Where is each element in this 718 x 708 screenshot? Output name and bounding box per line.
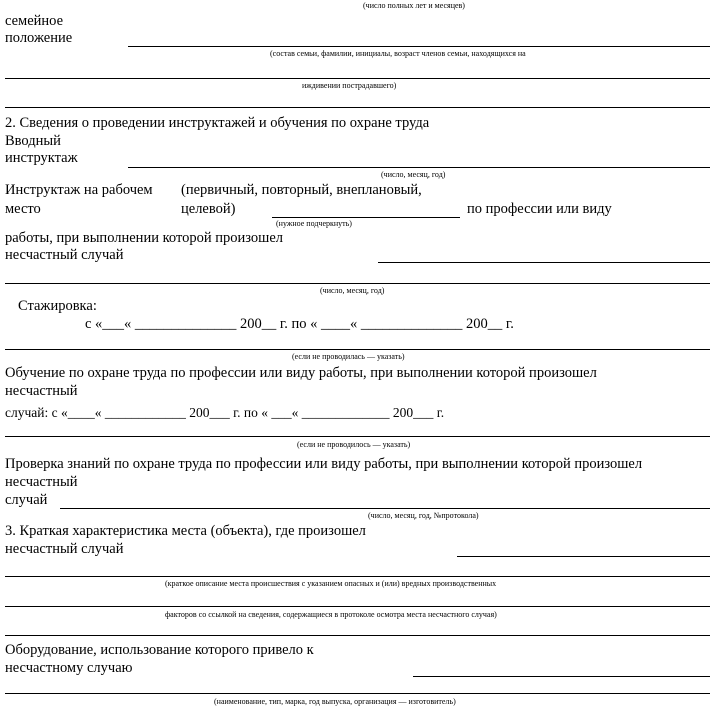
caption-family: (состав семьи, фамилии, инициалы, возраст членов семьи, находящихся на: [270, 49, 526, 58]
workplace-briefing-label-line1: Инструктаж на рабочем: [5, 182, 153, 198]
training-field-line[interactable]: [5, 436, 710, 437]
section2-heading: 2. Сведения о проведении инструктажей и обучения по охране труда: [5, 115, 430, 131]
family-field-line[interactable]: [128, 46, 710, 47]
by-profession-text: по профессии или виду: [467, 201, 612, 217]
workplace-briefing-date-line-2[interactable]: [5, 283, 710, 284]
work-text-line1: работы, при выполнении которой произошел: [5, 230, 283, 246]
workplace-briefing-types-line1[interactable]: (первичный, повторный, внеплановый,: [181, 182, 422, 198]
divider-line: [5, 107, 710, 108]
family-label-line1: семейное: [5, 13, 64, 29]
caption-place-line1: (краткое описание места происшествия с указанием опасных и (или) вредных производственных: [165, 579, 497, 588]
internship-period[interactable]: с «___« ______________ 200__ г. по « ____« ______________ 200__ г.: [85, 316, 514, 332]
equipment-field-line-2[interactable]: [5, 693, 710, 694]
family-field-line-2[interactable]: [5, 78, 710, 79]
caption-protocol: (число, месяц, год, №протокола): [368, 511, 479, 520]
place-field-line[interactable]: [457, 556, 710, 557]
knowledge-text-line1: Проверка знаний по охране труда по профессии или виду работы, при выполнении которой произошел: [5, 456, 643, 472]
intro-briefing-label-line2: инструктаж: [5, 150, 78, 166]
workplace-briefing-date-line[interactable]: [378, 262, 710, 263]
section3-heading-line2: несчастный случай: [5, 541, 124, 557]
training-period[interactable]: случай: с «____« ____________ 200___ г. по « ___« _____________ 200___ г.: [5, 405, 445, 420]
equipment-text-line2: несчастному случаю: [5, 660, 133, 676]
caption-if-held-1: (если не проводилась — указать): [292, 352, 405, 361]
caption-equipment: (наименование, тип, марка, год выпуска, организация — изготовитель): [214, 697, 456, 706]
family-label-line2: положение: [5, 30, 73, 46]
intro-briefing-label-line1: Вводный: [5, 133, 61, 149]
caption-if-held-2: (если не проводилось — указать): [297, 440, 411, 449]
section3-heading-line1: 3. Краткая характеристика места (объекта), где произошел: [5, 523, 366, 539]
knowledge-check-field-line[interactable]: [60, 508, 710, 509]
place-field-line-2[interactable]: [5, 576, 710, 577]
intro-briefing-date-line[interactable]: [128, 167, 710, 168]
workplace-briefing-label-line2: место: [5, 201, 41, 217]
caption-dependents: иждивении пострадавшего): [302, 81, 397, 90]
place-field-line-3[interactable]: [5, 606, 710, 607]
equipment-text-line1: Оборудование, использование которого привело к: [5, 642, 314, 658]
caption-date-2: (число, месяц, год): [320, 286, 385, 295]
internship-field-line[interactable]: [5, 349, 710, 350]
caption-underline: (нужное подчеркнуть): [276, 219, 352, 228]
equipment-field-line[interactable]: [413, 676, 710, 677]
caption-age: (число полных лет и месяцев): [363, 1, 465, 10]
caption-date-1: (число, месяц, год): [381, 170, 446, 179]
caption-place-line2: факторов со ссылкой на сведения, содержащиеся в протоколе осмотра места несчастного случая): [165, 610, 497, 619]
place-field-line-4[interactable]: [5, 635, 710, 636]
workplace-briefing-types-line2[interactable]: целевой): [181, 201, 236, 217]
knowledge-text-line3: случай: [5, 492, 48, 508]
knowledge-text-line2: несчастный: [5, 474, 78, 490]
work-text-line2: несчастный случай: [5, 247, 124, 263]
training-text-line1: Обучение по охране труда по профессии или виду работы, при выполнении которой произошел: [5, 365, 597, 381]
training-text-line2: несчастный: [5, 383, 78, 399]
internship-label: Стажировка:: [18, 298, 97, 314]
workplace-briefing-field-line[interactable]: [272, 217, 460, 218]
